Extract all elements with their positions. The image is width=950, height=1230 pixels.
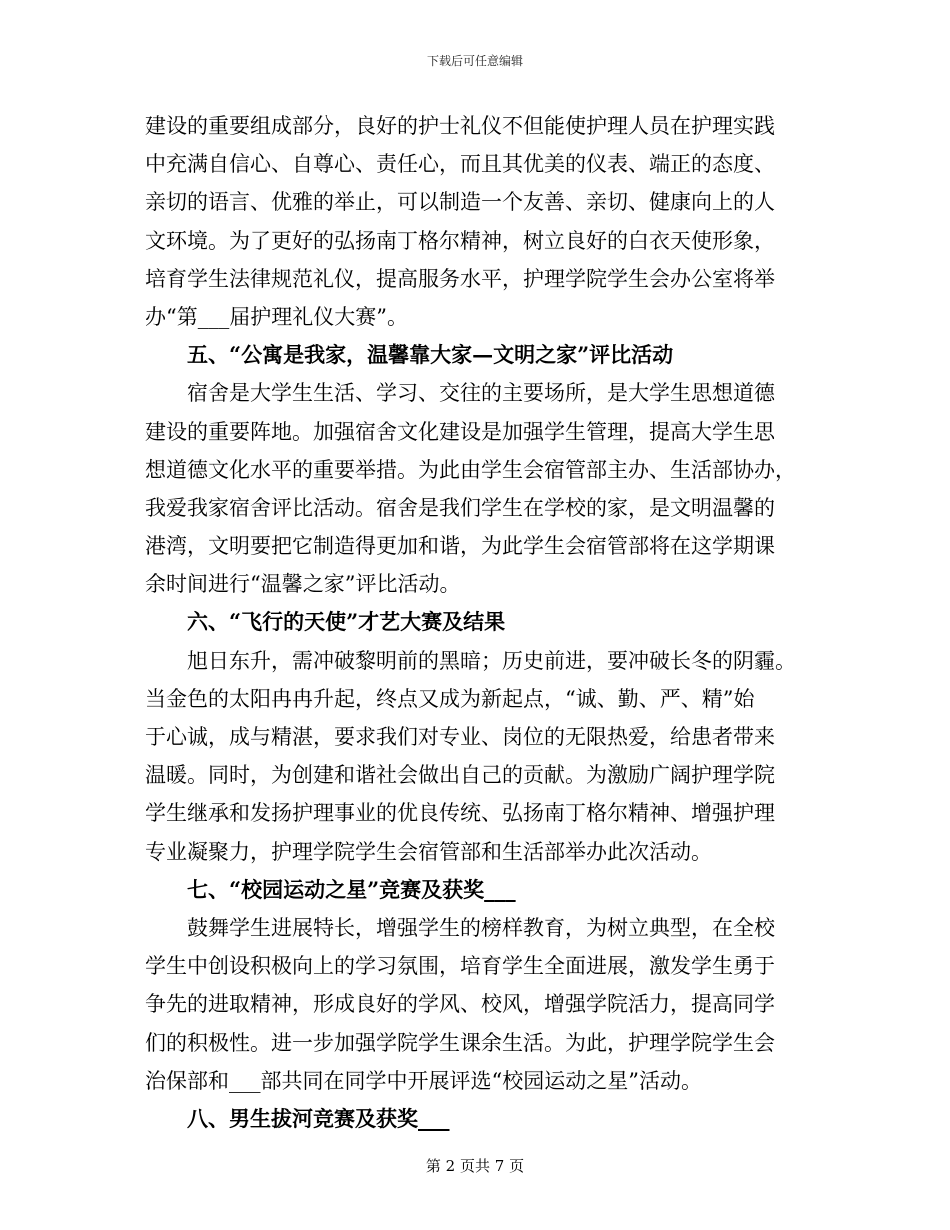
paragraph-line: 学生继承和发扬护理事业的优良传统、弘扬南丁格尔精神、增强护理 [145,801,775,826]
paragraph-line: 争先的进取精神，形成良好的学风、校风，增强学院活力，提高同学 [145,992,775,1017]
document-body [145,107,805,1138]
paragraph-line: 港湾，文明要把它制造得更加和谐，为此学生会宿管部将在这学期课 [145,534,775,559]
paragraph-line: 治保部和___部共同在同学中开展评选“校园运动之星”活动。 [145,1068,702,1093]
paragraph-line: 旭日东升，需冲破黎明前的黑暗；历史前进，要冲破长冬的阴霾。 [187,648,796,673]
paragraph-line: 办“第___届护理礼仪大赛”。 [145,304,408,329]
section-heading: 五、“公寓是我家，温馨靠大家—文明之家”评比活动 [187,342,674,368]
paragraph-line: 于心诚，成与精湛，要求我们对专业、岗位的无限热爱，给患者带来 [145,725,775,749]
page-footer: 第 2 页共 7 页 [425,1157,525,1175]
paragraph-line: 中充满自信心、自尊心、责任心，而且其优美的仪表、端正的态度、 [145,152,775,177]
paragraph-line: 学生中创设积极向上的学习氛围，培育学生全面进展，激发学生勇于 [145,954,775,979]
paragraph-line: 想道德文化水平的重要举措。为此由学生会宿管部主办、生活部协办， [145,457,796,482]
paragraph-line: 专业凝聚力，护理学院学生会宿管部和生活部举办此次活动。 [145,839,712,864]
section-heading: 六、“飞行的天使”才艺大赛及结果 [187,609,506,635]
paragraph-line: 余时间进行“温馨之家”评比活动。 [145,572,461,597]
paragraph-line: 温暖。同时，为创建和谐社会做出自己的贡献。为激励广阔护理学院 [145,763,775,788]
page-header: 下载后可任意编辑 [426,54,523,68]
paragraph-line: 建设的重要组成部分，良好的护士礼仪不但能使护理人员在护理实践 [145,114,775,138]
paragraph-line: 宿舍是大学生生活、学习、交往的主要场所，是大学生思想道德 [187,381,775,406]
section-heading: 八、男生拔河竞赛及获奖___ [187,1105,450,1131]
paragraph-line: 培育学生法律规范礼仪，提高服务水平，护理学院学生会办公室将举 [145,266,775,291]
paragraph-line: 文环境。为了更好的弘扬南丁格尔精神，树立良好的白衣天使形象， [145,228,775,253]
paragraph-line: 建设的重要阵地。加强宿舍文化建设是加强学生管理，提高大学生思 [145,419,775,444]
paragraph-line: 当金色的太阳冉冉升起，终点又成为新起点，“诚、勤、严、精”始 [145,686,755,711]
paragraph-line: 鼓舞学生进展特长，增强学生的榜样教育，为树立典型，在全校 [187,915,775,940]
paragraph-line: 亲切的语言、优雅的举止，可以制造一个友善、亲切、健康向上的人 [145,190,775,215]
section-heading: 七、“校园运动之星”竞赛及获奖___ [187,876,516,902]
paragraph-line: 们的积极性。进一步加强学院学生课余生活。为此，护理学院学生会 [145,1030,775,1055]
paragraph-line: 我爱我家宿舍评比活动。宿舍是我们学生在学校的家，是文明温馨的 [145,495,775,520]
